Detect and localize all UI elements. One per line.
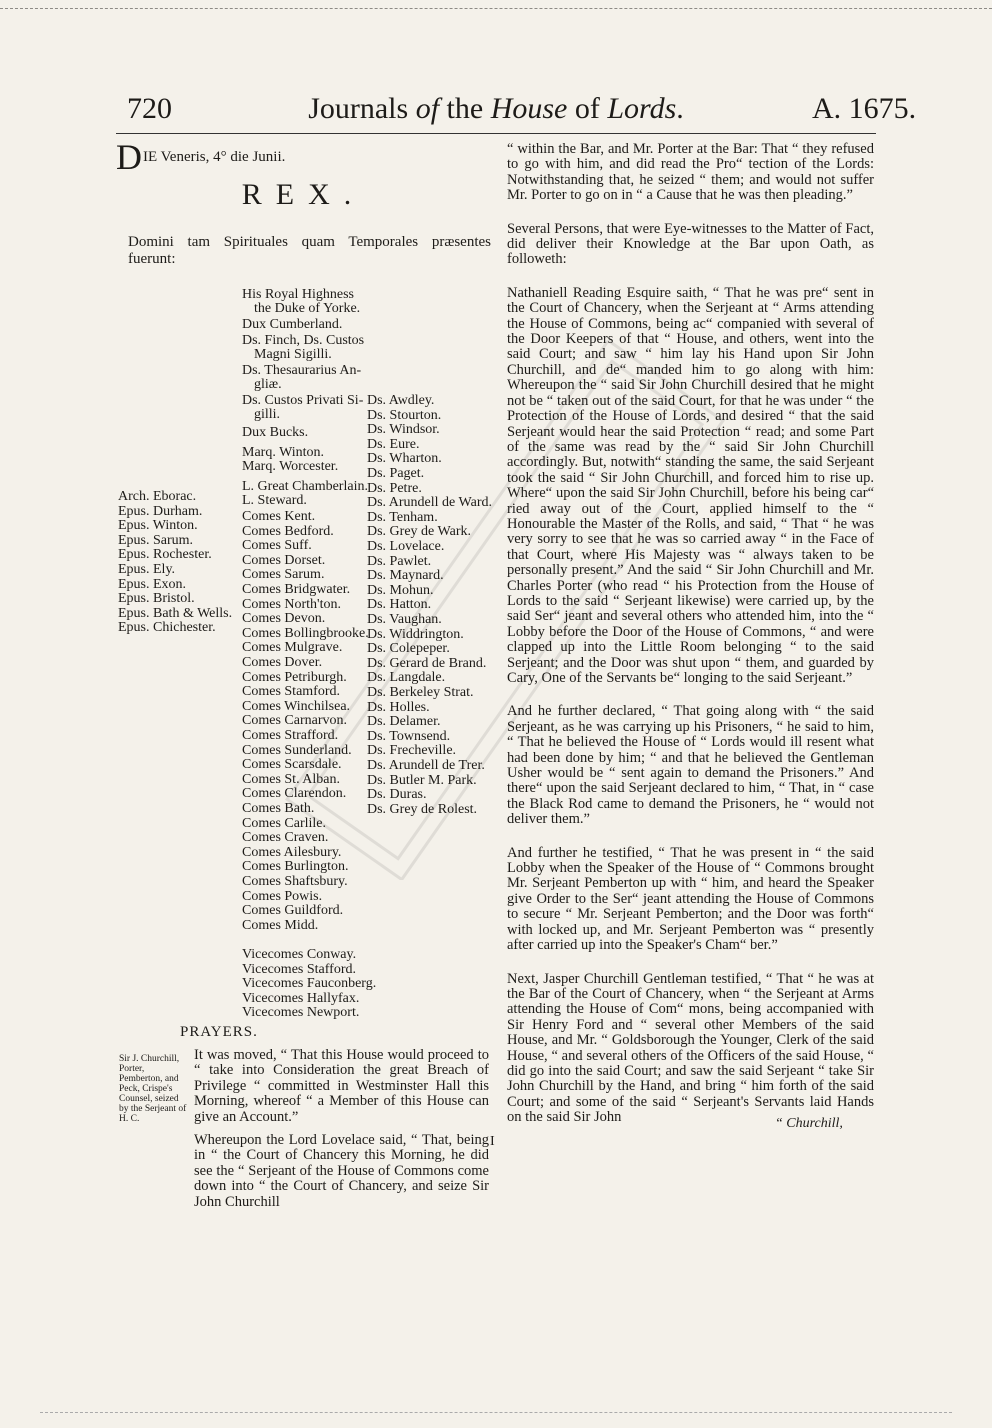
further-declared: And he further declared, “ That going along with “ the said Serjeant, as he was carrying up his Prisoners, “ he said to him, “ That he believed the House of “ Lords would ill resent what had been done by him; “ and that he believed the Gentleman Usher would be “ sent again to demand the Prisoners.” And there“ upon the said Serjeant declared to him, “ That, in “ case the Black Rod came to demand the Prisoners, he “ would not deliver them.” [507,703,874,828]
baron-entry: Ds. Awdley. [367,393,435,408]
baron-entry: Ds. Delamer. [367,714,441,730]
earl-entry: Comes Ailesbury. [242,844,342,860]
lord-entry: Ds. Custos Privati Si- [242,393,364,408]
earl-entry: Comes Winchilsea. [242,698,351,714]
earl-entry: Comes Guildford. [242,903,344,919]
year-heading: A. 1675. [812,92,917,125]
baron-entry: Ds. Petre. [367,480,422,496]
prayers-section [74,1024,494,1210]
baron-entry: Ds. Hatton. [367,597,432,613]
baron-entry: Ds. Butler M. Park. [367,772,477,788]
margin-note: Sir J. Churchill, Porter, Pemberton, and Peck, Crispe's Counsel, seized by the Serjeant of H. C. [119,1054,187,1124]
baron-entry: Ds. Arundell de Ward. [367,495,492,511]
baron-entry: Ds. Lovelace. [367,539,445,554]
earl-entry: Comes Petriburgh. [242,669,347,685]
bishop-entry: Epus. Bath & Wells. [118,605,233,621]
baron-entry: Ds. Grey de Wark. [367,524,471,540]
lord-entry: Marq. Winton. [242,445,325,460]
viscount-entry: Vicecomes Newport. [242,1005,360,1021]
lord-entry: Magni Sigilli. [254,347,332,362]
earl-entry: Comes Kent. [242,509,316,524]
signature-mark: I [490,1134,495,1149]
baron-entry: Ds. Stourton. [367,407,442,423]
page-bottom-edge [40,1412,952,1413]
lord-entry: His Royal Highness [242,287,354,302]
earl-entry: Comes Dover. [242,655,323,670]
left-column [116,137,492,1048]
bishop-entry: Epus. Chichester. [118,620,216,636]
bishop-entry: Epus. Sarum. [118,532,194,548]
running-title: Journals of the House of Lords. [308,92,684,125]
further-testified: And further he testified, “ That he was present in “ the said Lobby when the Speaker of the House of “ Commons brought Mr. Serjeant Pemberton up with “ him, and heard the Speaker give Order to the Ser“ jeant attending the House of Commons to secure “ Mr. Serjeant Pemberton; and the Door was forth“ with locked up, and Mr. Serjeant Pemberton was “ presently after carried up into the Speaker's Cham“ ber.” [507,844,874,954]
earl-entry: Comes St. Alban. [242,771,341,787]
baron-entry: Ds. Pawlet. [367,553,432,569]
viscount-entry: Vicecomes Stafford. [242,961,356,977]
earl-entry: Comes Bollingbrooke. [242,625,369,641]
bishop-entry: Epus. Rochester. [118,547,212,563]
earl-entry: Comes Clarendon. [242,786,347,802]
baron-entry: Ds. Tenham. [367,509,438,525]
bishop-entry: Epus. Bristol. [118,591,195,607]
right-paragraph-2: Several Persons, that were Eye-witnesses to the Matter of Fact, did deliver their Knowledge at the Bar upon Oath, as followeth: [507,220,874,268]
baron-entry: Ds. Eure. [367,436,420,452]
lord-entry: Ds. Thesaurarius An- [242,363,362,378]
lord-entry: L. Steward. [242,493,307,508]
reading-testimony: Nathaniell Reading Esquire saith, “ That he was pre“ sent in the Court of Chancery, when the Serjeant at “ Arms attending the House of Commons, being ac“ companied with several of the Door Keepers of that “ House, and others, went into the said Court; and saw “ him lay his Hand upon Sir John Churchill, and de“ manded him to go along with him: Whereupon the “ said Sir John Churchill desired that he might not be “ taken out of the said Court, for that he was under “ the Protection of the House of Lords, and desired “ that the said Serjeant would hear the said Protection “ read; and some Part of the same was read by the “ said Sir John Churchill accordingly. But, notwith“ standing the same, the said Serjeant took the said “ Sir John Churchill, and forced him to rise up. Where“ upon the said Sir John Churchill, before his being car“ ried away out of the Court, applied himself to the “ Honourable the Master of the Rolls, and said, “ That “ he was very sorry to see that he was so carried away “ in the Face of that Court, where His Majesty was “ always taken to be personally present.” And the said “ Sir John Churchill and Mr. Charles Porter (who read “ his Protection from the House of Lords to the said “ Serjeant likewise) were carried up, by the said Ser“ jeant and several others who attended him, into the “ Lobby before the Door of the House of Commons, “ and were clapped up into the Little Room belonging “ to the said Serjeant; and the Door was shut upon “ them, and guarded by Cary, One of the Servants be“ longing to the said Serjeant.” [507,284,874,686]
earl-entry: Comes Carnarvon. [242,713,347,729]
baron-entry: Ds. Wharton. [367,451,442,467]
baron-entry: Ds. Grey de Rolest. [367,801,478,817]
lord-entry: Dux Bucks. [242,425,309,440]
earl-entry: Comes Mulgrave. [242,640,343,656]
earl-entry: Comes Midd. [242,917,319,933]
page-number: 720 [127,92,172,125]
earl-entry: Comes Stamford. [242,684,340,700]
earl-entry: Comes Sarum. [242,567,325,583]
lords-present-list [116,268,491,1048]
baron-entry: Ds. Berkeley Strat. [367,685,474,700]
baron-entry: Ds. Colepeper. [367,641,450,657]
earl-entry: Comes Powis. [242,888,323,904]
earl-entry: Comes Dorset. [242,552,326,568]
lord-entry: gilli. [254,407,281,422]
earl-entry: Comes Suff. [242,538,312,554]
lovelace-paragraph: Whereupon the Lord Lovelace said, “ That, being in “ the Court of Chancery this Morning, he did see the “ Serjeant of the House of Commons come down into “ the Court of Chancery, and seize Sir John Churchill [194,1132,489,1210]
bishop-entry: Epus. Exon. [118,576,187,592]
baron-entry: Ds. Duras. [367,787,427,803]
motion-paragraph: It was moved, “ That this House would proceed to “ take into Consideration the great Breach of Privilege “ committed in Westminster Hall this Morning, whereof “ a Member of this House can give an Account.” [194,1047,489,1125]
right-column [507,142,874,1126]
earl-entry: Comes North'ton. [242,596,341,612]
lord-entry: Dux Cumberland. [242,317,343,332]
baron-entry: Ds. Langdale. [367,670,446,686]
earl-entry: Comes Devon. [242,611,326,627]
viscount-entry: Vicecomes Fauconberg. [242,976,377,992]
earl-entry: Comes Shaftsbury. [242,874,348,889]
baron-entry: Ds. Frecheville. [367,743,457,759]
baron-entry: Ds. Gerard de Brand. [367,655,487,671]
lord-entry: the Duke of Yorke. [254,301,361,316]
earl-entry: Comes Bridgwater. [242,582,351,597]
baron-entry: Ds. Windsor. [367,422,440,438]
earl-entry: Comes Carlile. [242,815,326,831]
page-top-edge [0,8,992,12]
baron-entry: Ds. Holles. [367,699,430,715]
baron-entry: Ds. Paget. [367,466,425,481]
baron-entry: Ds. Townsend. [367,728,451,744]
viscount-entry: Vicecomes Hallyfax. [242,990,360,1006]
earl-entry: Comes Sunderland. [242,742,352,758]
attendance-heading: Domini tam Spirituales quam Temporales præsentes fuerunt: [128,234,491,267]
catchword: “ Churchill, [775,1116,843,1131]
lord-entry: gliæ. [254,377,282,392]
bishop-entry: Epus. Durham. [118,503,203,519]
earl-entry: Comes Bedford. [242,523,334,539]
prayers-heading: PRAYERS. [180,1024,258,1040]
bishop-entry: Epus. Ely. [118,562,176,577]
lord-entry: Marq. Worcester. [242,459,339,474]
baron-entry: Ds. Vaughan. [367,612,442,627]
bishop-entry: Arch. Eborac. [118,489,197,504]
earl-entry: Comes Craven. [242,830,329,846]
bishop-entry: Epus. Winton. [118,518,198,534]
baron-entry: Ds. Mohun. [367,582,434,598]
baron-entry: Ds. Arundell de Trer. [367,758,485,773]
header-rule [116,133,876,134]
viscount-entry: Vicecomes Conway. [242,947,357,962]
right-paragraph-1: “ within the Bar, and Mr. Porter at the Bar: That “ they refused to go with him, and did read the Pro“ tection of the Lords: Notwithstanding that, he seized “ them; and would not suffer Mr. Porter to go on in “ a Cause that he was then pleading.” [507,141,874,204]
sitting-date: DIE Veneris, 4° die Junii. [116,137,286,177]
baron-entry: Ds. Maynard. [367,568,444,584]
earl-entry: Comes Scarsdale. [242,757,342,773]
jasper-testimony: Next, Jasper Churchill Gentleman testified, “ That “ he was at the Bar of the Court of Chancery, when “ the Serjeant at Arms attending the House of Com“ mons, being accompanied with Sir Henry Ford and “ several other Members of the said House, and Mr. “ Goldsborough the Younger, Clerk of the said House, “ and several others of the Officers of the said House, “ did go into the said Court; and saw the said Serjeant “ take Sir John Churchill by the Hand, and bring “ him forth of the said Court; and some of the said “ Serjeant's Servants laid Hands on the said Sir John [507,970,874,1126]
earl-entry: Comes Bath. [242,801,315,816]
rex-heading: REX. [241,178,366,211]
earl-entry: Comes Burlington. [242,859,349,875]
earl-entry: Comes Strafford. [242,728,339,743]
lord-entry: Ds. Finch, Ds. Custos [242,333,365,348]
baron-entry: Ds. Widdrington. [367,626,464,642]
lord-entry: L. Great Chamberlain. [242,479,368,494]
